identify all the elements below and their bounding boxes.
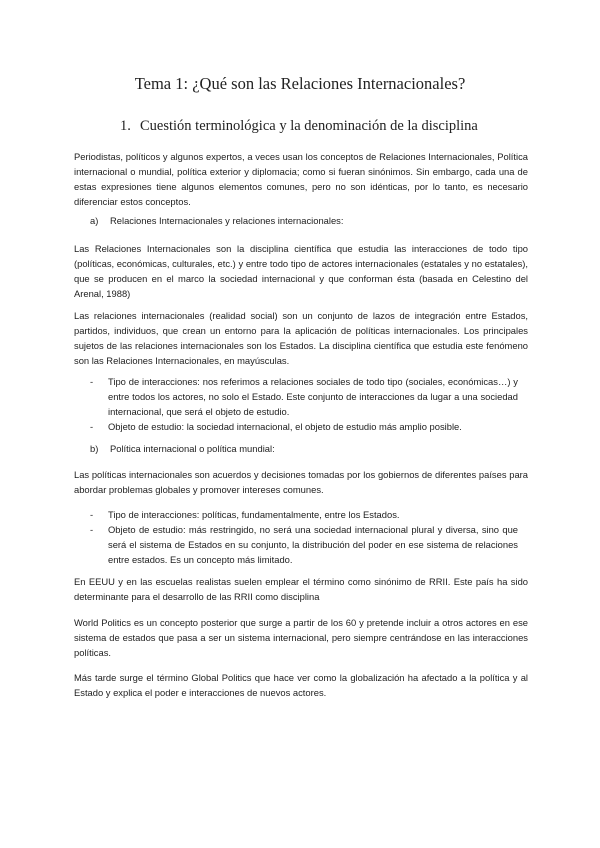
list-item: [90, 419, 518, 434]
list-item-text: Objeto de estudio: más restringido, no será una sociedad internacional plural y diversa, sino que será el sistema de Estados en su conjunto, la distribución del poder en ese sistema de relaciones entre estados. Es un concepto más limitado.: [108, 524, 518, 565]
paragraph-global-politics: Más tarde surge el término Global Politics que hace ver como la globalización ha afectado a la política y al Estado y explica el poder e interacciones de nuevos actores.: [74, 672, 528, 698]
subsection-b-heading: [90, 441, 275, 456]
bullet-list-b: [90, 507, 518, 567]
bullet-dash: -: [90, 376, 94, 387]
subsection-b-letter: b): [90, 443, 99, 454]
list-item-text: Tipo de interacciones: nos referimos a relaciones sociales de todo tipo (sociales, económicas…) y entre todos los actores, no solo el Estado. Este conjunto de interacciones da lugar a una sociedad internacional, que será el objeto de estudio.: [108, 376, 518, 417]
bullet-dash: -: [90, 524, 94, 535]
bullet-list-a: [90, 374, 518, 434]
bullet-dash: -: [90, 509, 94, 520]
intro-paragraph: Periodistas, políticos y algunos expertos, a veces usan los conceptos de Relaciones Internacionales, Política internacional o mundial, política exterior y diplomacia; como si fueran sinónimos. Sin embargo, cada una de estas expresiones tiene algunos elementos comunes, pero no son idénticas, por lo tanto, es necesario diferenciar estos conceptos.: [74, 151, 528, 207]
section-heading: [120, 118, 560, 135]
list-item: [90, 522, 518, 567]
list-item: [90, 507, 518, 522]
section-title: Cuestión terminológica y la denominación de la disciplina: [140, 118, 478, 134]
bullet-dash: -: [90, 421, 94, 432]
section-number: 1.: [120, 118, 131, 134]
paragraph-eeuu: En EEUU y en las escuelas realistas suelen emplear el término como sinónimo de RRII. Este país ha sido determinante para el desarrollo de las RRII como disciplina: [74, 576, 528, 602]
paragraph-ri-definition: Las Relaciones Internacionales son la disciplina científica que estudia las interacciones de todo tipo (políticas, económicas, culturales, etc.) y entre todo tipo de actores internacionales (estatales y no estatales), que se producen en el marco la sociedad internacional y que conforman ésta (basada en Celestino del Arenal, 1988): [74, 243, 528, 299]
paragraph-world-politics: World Politics es un concepto posterior que surge a partir de los 60 y pretende incluir a otros actores en ese sistema de estados que pasa a ser un sistema internacional, pero siempre centrándose en las interacciones políticas.: [74, 617, 528, 658]
paragraph-ri-lowercase: Las relaciones internacionales (realidad social) son un conjunto de lazos de integración entre Estados, partidos, individuos, que crean un entorno para la aplicación de políticas internacionales. Los principales sujetos de las relaciones internacionales son los Estados. La disciplina científica que estudia este fenómeno son las Relaciones Internacionales, en mayúsculas.: [74, 310, 528, 366]
subsection-a-title: Relaciones Internacionales y relaciones internacionales:: [110, 215, 344, 226]
list-item: [90, 374, 518, 419]
subsection-a-letter: a): [90, 215, 99, 226]
list-item-text: Tipo de interacciones: políticas, fundamentalmente, entre los Estados.: [108, 509, 400, 520]
paragraph-politica-internacional: Las políticas internacionales son acuerdos y decisiones tomadas por los gobiernos de diferentes países para abordar problemas globales y promover intereses comunes.: [74, 469, 528, 495]
subsection-a-heading: [90, 213, 343, 228]
document-title: Tema 1: ¿Qué son las Relaciones Internacionales?: [134, 74, 466, 93]
subsection-b-title: Política internacional o política mundial:: [110, 443, 275, 454]
list-item-text: Objeto de estudio: la sociedad internacional, el objeto de estudio más amplio posible.: [108, 421, 462, 432]
